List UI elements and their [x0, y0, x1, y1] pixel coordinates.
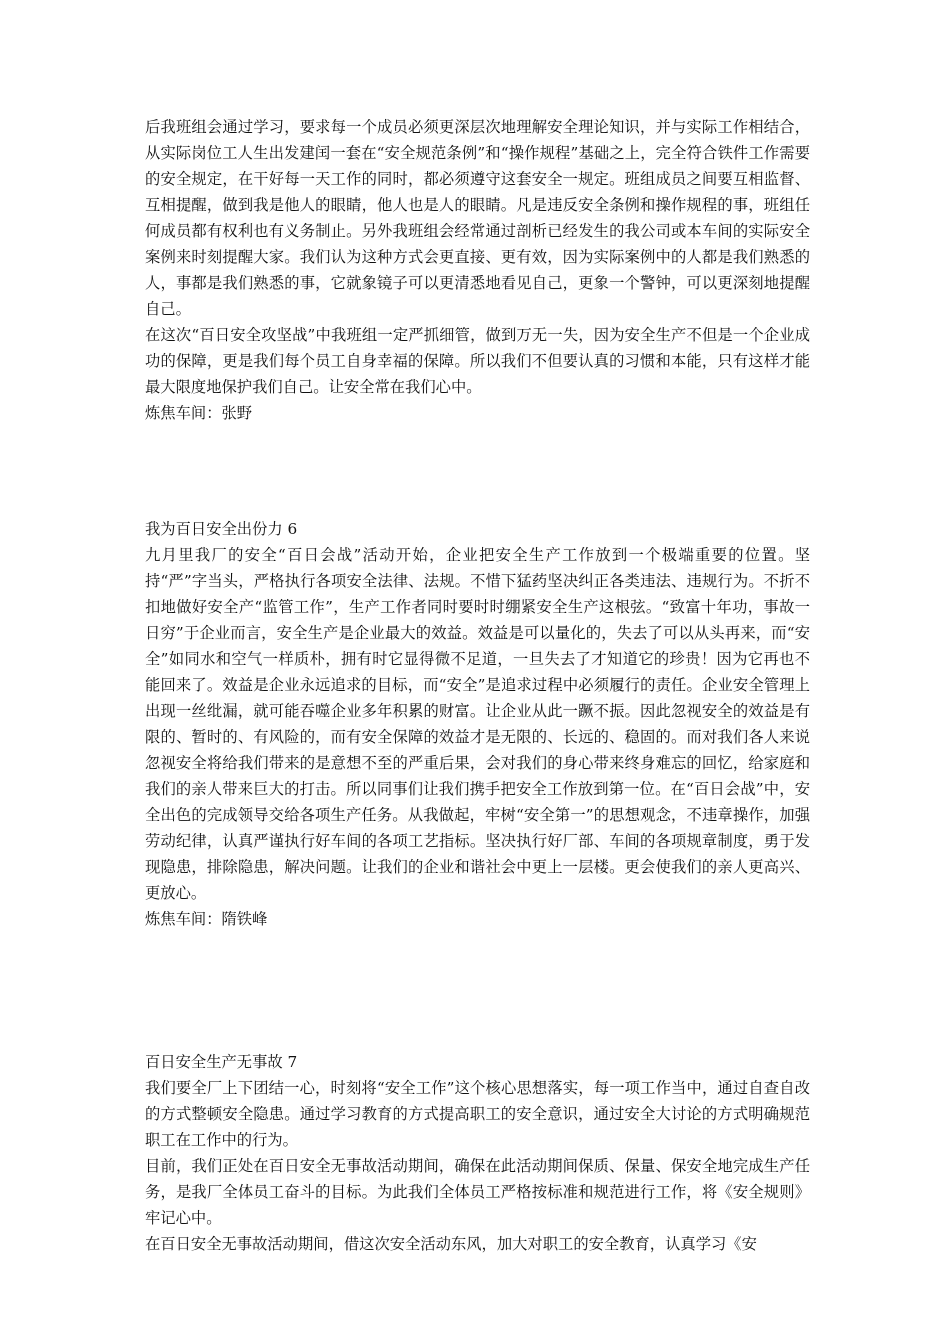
paragraph: 我们要全厂上下团结一心，时刻将“安全工作”这个核心思想落实，每一项工作当中，通过自查自改的方式整顿安全隐患。通过学习教育的方式提高职工的安全意识，通过安全大讨论的方式明确规范职工在工作中的行为。 [145, 1079, 810, 1149]
paragraph: 在百日安全无事故活动期间，借这次安全活动东风，加大对职工的安全教育，认真学习《安 [145, 1235, 757, 1253]
author-signature: 炼焦车间：隋铁峰 [145, 910, 268, 928]
paragraph: 在这次“百日安全攻坚战”中我班组一定严抓细管，做到万无一失，因为安全生产不但是一个企业成功的保障，更是我们每个员工自身幸福的保障。所以我们不但要认真的习惯和本能，只有这样才能最大限度地保护我们自己。让安全常在我们心中。 [145, 326, 810, 396]
section-spacer [145, 932, 810, 1049]
section-spacer [145, 426, 810, 516]
paragraph: 后我班组会通过学习，要求每一个成员必须更深层次地理解安全理论知识，并与实际工作相结合，从实际岗位工人生出发建闰一套在“安全规范条例”和“操作规程”基础之上，完全符合铁件工作需要的安全规定，在干好每一天工作的同时，都必须遵守这套安全一规定。班组成员之间要互相监督、互相提醒，做到我是他人的眼睛，他人也是人的眼睛。凡是违反安全条例和操作规程的事，班组任何成员都有权利也有义务制止。另外我班组会经常通过剖析已经发生的我公司或本车间的实际安全案例来时刻提醒大家。我们认为这种方式会更直接、更有效，因为实际案例中的人都是我们熟悉的人，事都是我们熟悉的事，它就象镜子可以更清悉地看见自己，更象一个警钟，可以更深刻地提醒自己。 [145, 118, 810, 318]
section-title: 百日安全生产无事故 7 [145, 1053, 298, 1071]
author-signature: 炼焦车间：张野 [145, 404, 253, 422]
document-page [145, 114, 810, 1257]
paragraph: 目前，我们正处在百日安全无事故活动期间，确保在此活动期间保质、保量、保安全地完成生产任务，是我厂全体员工奋斗的目标。为此我们全体员工严格按标准和规范进行工作，将《安全规则》牢记心中。 [145, 1157, 810, 1227]
section-title: 我为百日安全出份力 6 [145, 520, 298, 538]
paragraph: 九月里我厂的安全“百日会战”活动开始，企业把安全生产工作放到一个极端重要的位置。坚持“严”字当头，严格执行各项安全法律、法规。不惜下猛药坚决纠正各类违法、违规行为。不折不扣地做好安全产“监管工作”，生产工作者同时要时时绷紧安全生产这根弦。“致富十年功，事故一日穷”于企业而言，安全生产是企业最大的效益。效益是可以量化的，失去了可以从头再来，而“安全”如同水和空气一样质朴，拥有时它显得微不足道，一旦失去了才知道它的珍贵！因为它再也不能回来了。效益是企业永远追求的目标，而“安全”是追求过程中必须履行的责任。企业安全管理上出现一丝纰漏，就可能吞噬企业多年积累的财富。让企业从此一蹶不振。因此忽视安全的效益是有限的、暂时的、有风险的，而有安全保障的效益才是无限的、长远的、稳固的。而对我们各人来说忽视安全将给我们带来的是意想不至的严重后果，会对我们的身心带来终身难忘的回忆，给家庭和我们的亲人带来巨大的打击。所以同事们让我们携手把安全工作放到第一位。在“百日会战”中，安全出色的完成领导交给各项生产任务。从我做起，牢树“安全第一”的思想观念，不违章操作，加强劳动纪律，认真严谨执行好车间的各项工艺指标。坚决执行好厂部、车间的各项规章制度，勇于发现隐患，排除隐患，解决问题。让我们的企业和谐社会中更上一层楼。更会使我们的亲人更高兴、更放心。 [145, 546, 810, 902]
